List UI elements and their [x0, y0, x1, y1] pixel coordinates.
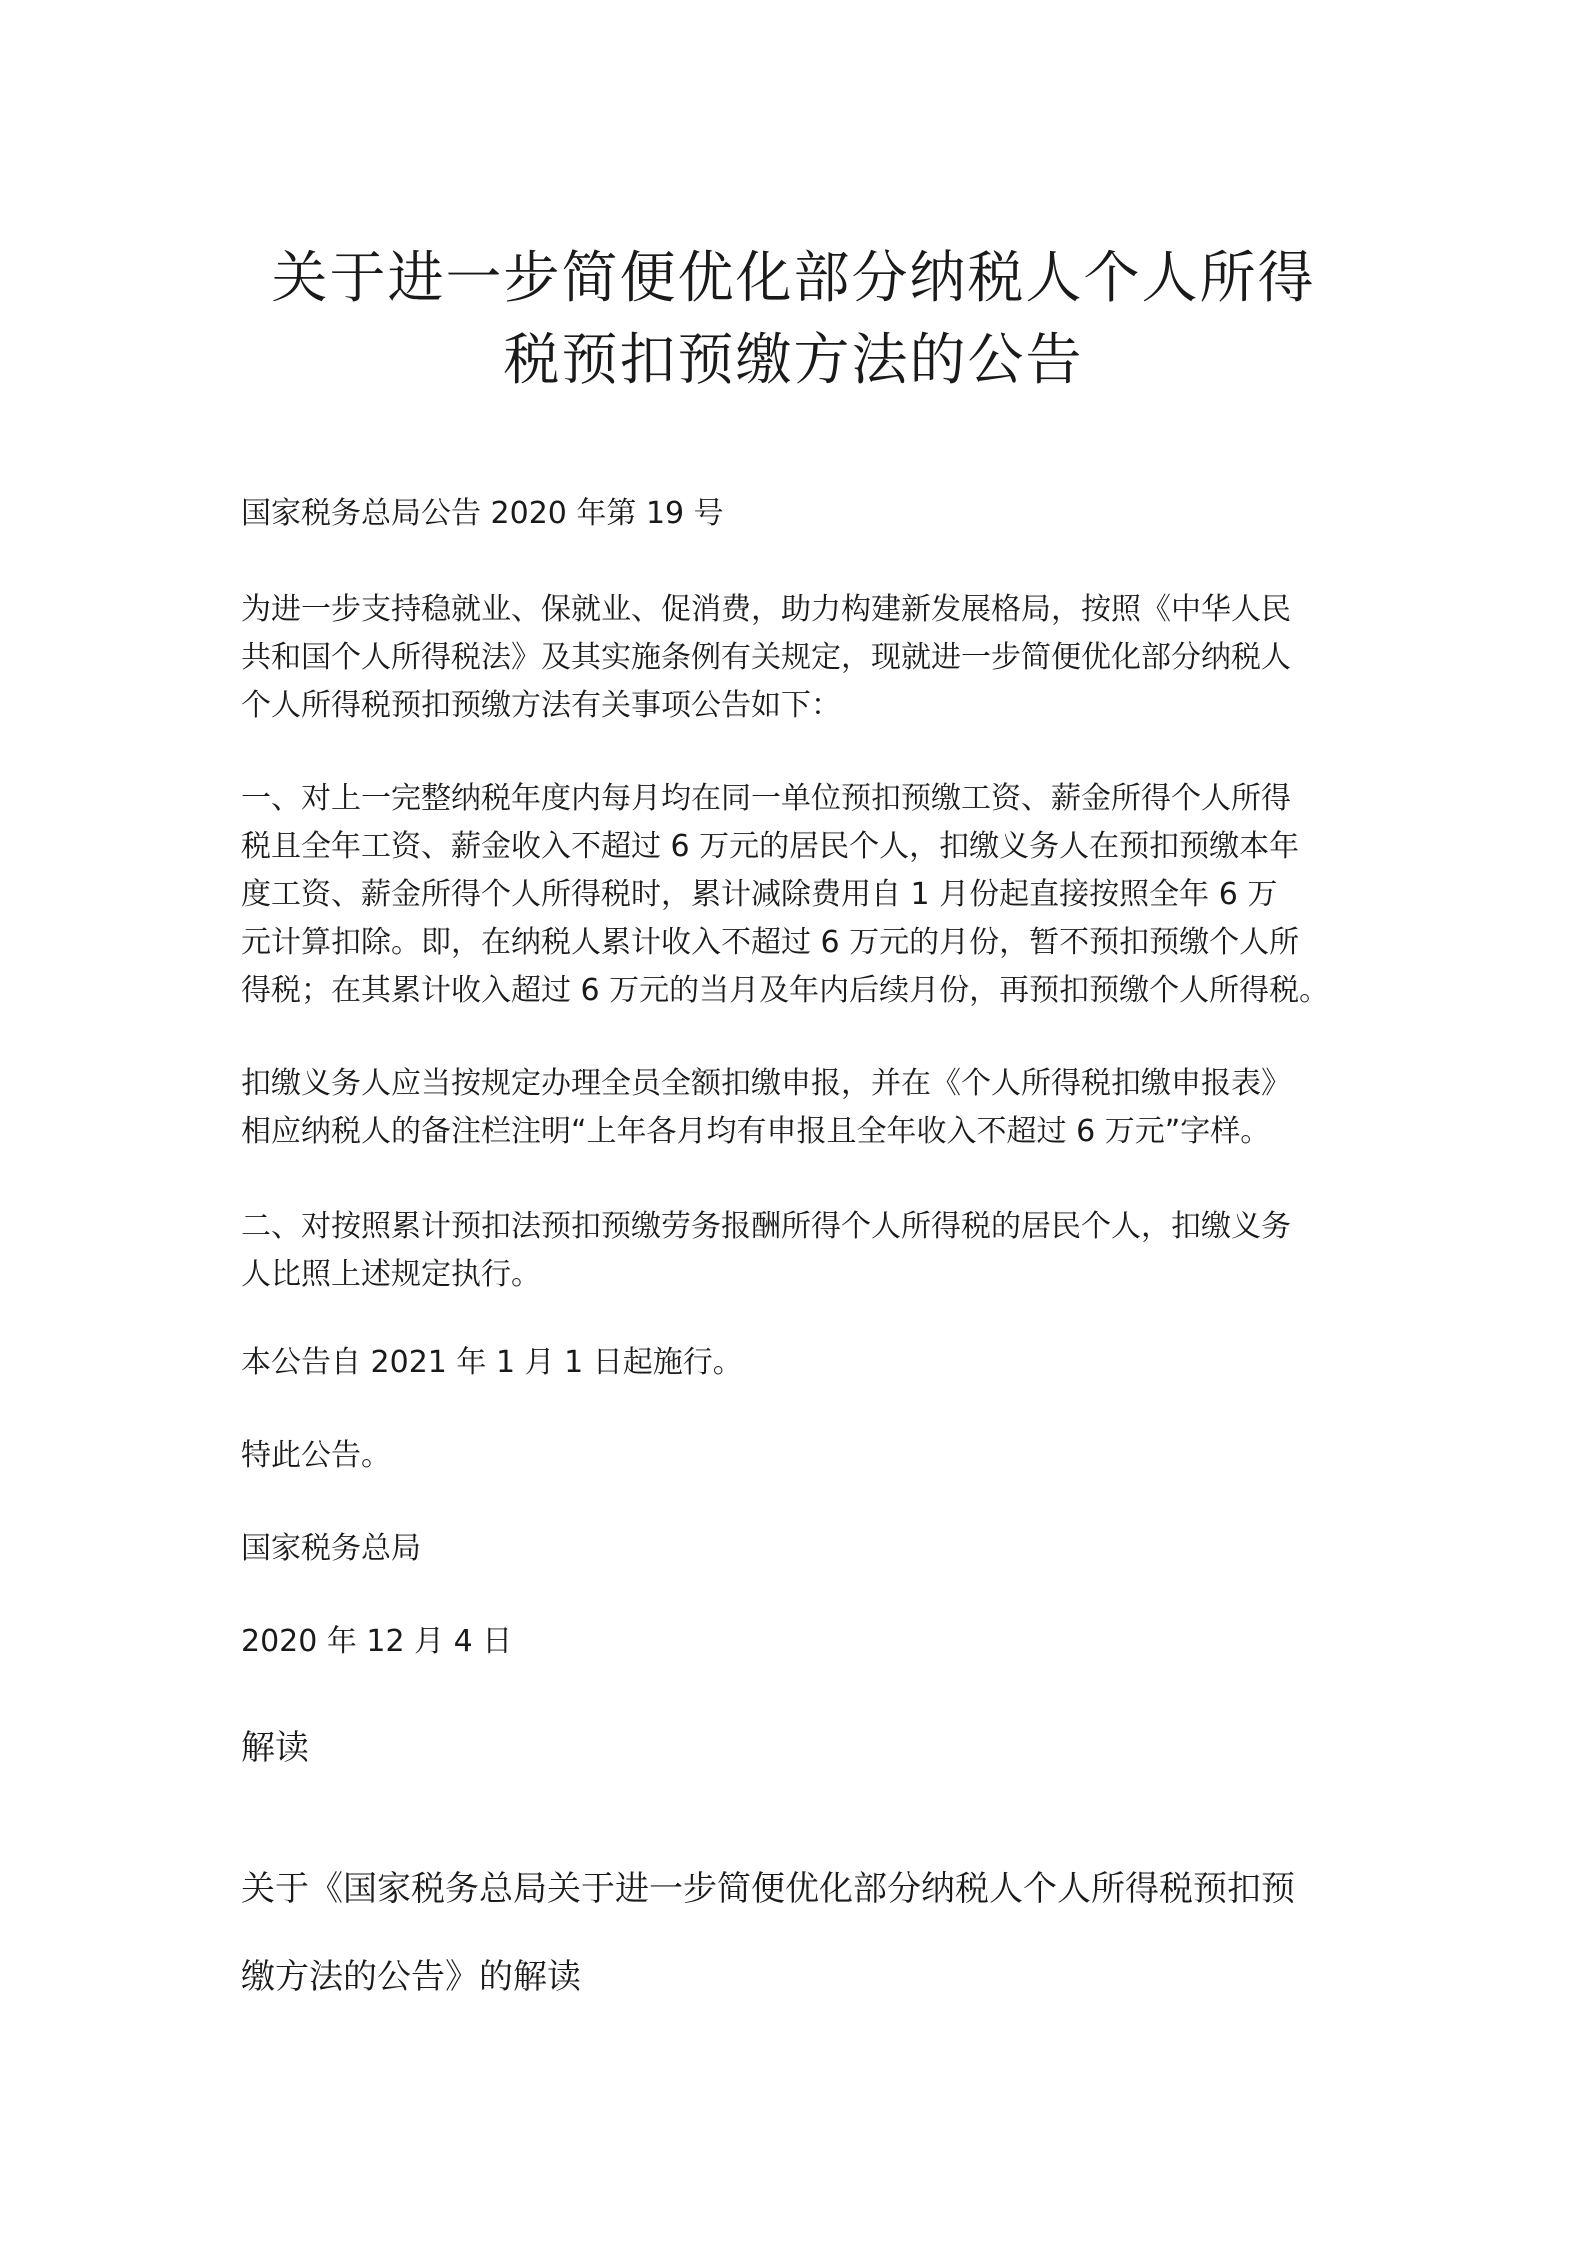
text-line: 为进一步支持稳就业、保就业、促消费，助力构建新发展格局，按照《中华人民: [241, 592, 1291, 627]
text-line: 相应纳税人的备注栏注明“上年各月均有申报且全年收入不超过 6 万元”字样。: [241, 1114, 1271, 1149]
clause-two-paragraph: [241, 1203, 1349, 1299]
title-line: 关于进一步简便优化部分纳税人个人所得: [271, 246, 1316, 311]
interpretation-heading: 解读: [241, 1728, 309, 1768]
preamble-paragraph: [241, 586, 1349, 730]
clause-one-note-paragraph: [241, 1060, 1349, 1156]
interpretation-title: [241, 1845, 1349, 2021]
text-line: 得税；在其累计收入超过 6 万元的当月及年内后续月份，再预扣预缴个人所得税。: [241, 973, 1330, 1008]
title-line: 税预扣预缴方法的公告: [503, 328, 1084, 393]
text-line: 扣缴义务人应当按规定办理全员全额扣缴申报，并在《个人所得税扣缴申报表》: [241, 1066, 1291, 1101]
text-line: 个人所得税预扣预缴方法有关事项公告如下：: [241, 688, 841, 723]
clause-one-paragraph: [241, 775, 1349, 1015]
text-line: 二、对按照累计预扣法预扣预缴劳务报酬所得个人所得税的居民个人，扣缴义务: [241, 1209, 1291, 1244]
text-line: 人比照上述规定执行。: [241, 1257, 541, 1292]
text-line: 元计算扣除。即，在纳税人累计收入不超过 6 万元的月份，暂不预扣预缴个人所: [241, 925, 1300, 960]
text-line: 共和国个人所得税法》及其实施条例有关规定，现就进一步简便优化部分纳税人: [241, 640, 1291, 675]
announcement-number: 国家税务总局公告 2020 年第 19 号: [241, 496, 724, 531]
issue-date: 2020 年 12 月 4 日: [241, 1624, 513, 1659]
document-title: [0, 238, 1587, 402]
text-line: 一、对上一完整纳税年度内每月均在同一单位预扣预缴工资、薪金所得个人所得: [241, 781, 1291, 816]
text-line: 缴方法的公告》的解读: [241, 1957, 581, 1997]
closing-remark: 特此公告。: [241, 1438, 391, 1473]
effective-date: 本公告自 2021 年 1 月 1 日起施行。: [241, 1345, 743, 1380]
issuer-signature: 国家税务总局: [241, 1531, 421, 1566]
text-line: 税且全年工资、薪金收入不超过 6 万元的居民个人，扣缴义务人在预扣预缴本年: [241, 829, 1300, 864]
text-line: 关于《国家税务总局关于进一步简便优化部分纳税人个人所得税预扣预: [241, 1869, 1295, 1909]
text-line: 度工资、薪金所得个人所得税时，累计减除费用自 1 月份起直接按照全年 6 万: [241, 877, 1278, 912]
